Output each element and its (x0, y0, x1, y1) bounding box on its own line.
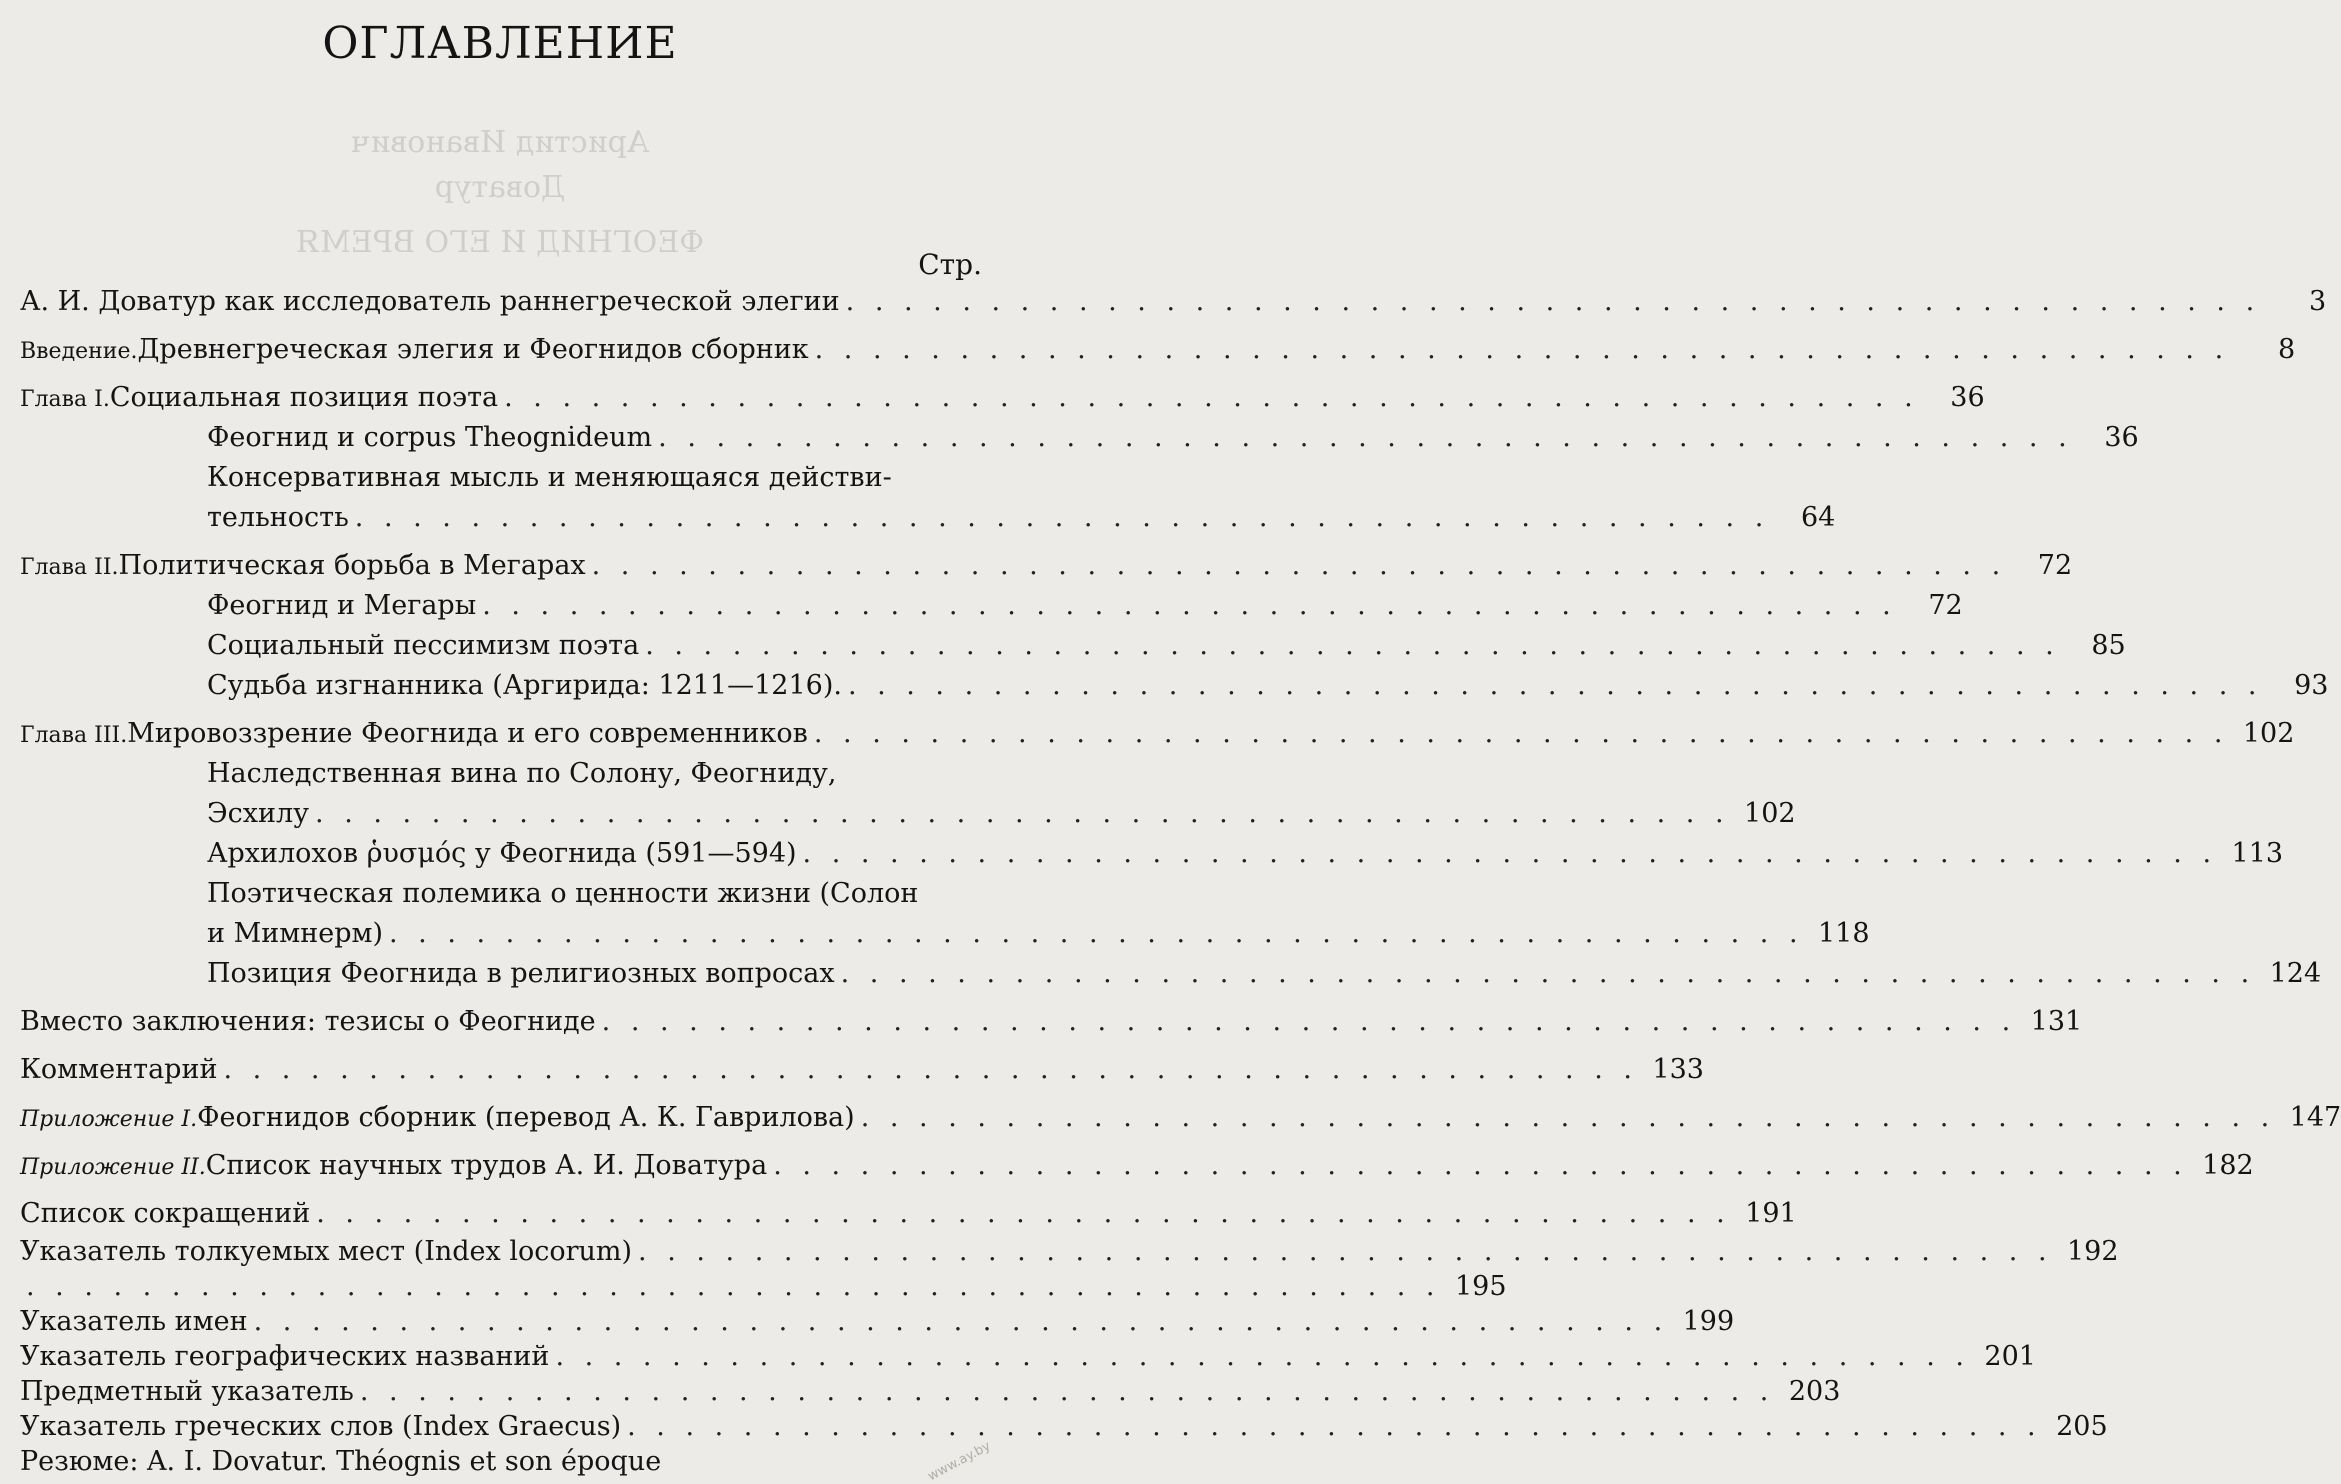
toc-entry-page: 36 (2104, 422, 2139, 453)
page-title: ОГЛАВЛЕНИЕ (322, 18, 678, 69)
toc-entry-title: тельность (207, 502, 349, 533)
dot-leader (223, 1050, 1638, 1090)
toc-entry (20, 1374, 1841, 1409)
toc-entry-title: Указатель географических названий (20, 1341, 550, 1372)
toc-entry-title: Предметный указатель (20, 1376, 354, 1407)
toc-entry-label: Глава I. (20, 387, 110, 412)
bleed-through-text: Аристид Иванович (350, 125, 650, 160)
toc-entry-label: Приложение I. (20, 1107, 198, 1132)
toc-entry-title: Вместо заключения: тезисы о Феогниде (20, 1006, 596, 1037)
toc-entry-page: 147 (2289, 1102, 2341, 1133)
dot-leader (315, 794, 1730, 834)
toc-entry-page: 113 (2231, 838, 2284, 869)
toc-entry-title: Указатель греческих слов (Index Graecus) (20, 1411, 622, 1442)
toc-entry-page: 3 (2308, 286, 2327, 317)
toc-entry-title: Позиция Феогнида в религиозных вопросах (207, 958, 835, 989)
toc-entry (20, 1050, 1704, 1090)
toc-entry-page: 131 (2030, 1006, 2083, 1037)
dot-leader (355, 498, 1770, 538)
dot-leader (254, 1304, 1669, 1339)
toc-entry (20, 282, 2327, 322)
toc-entry-page: 72 (2037, 550, 2073, 581)
toc-entry (20, 418, 2139, 458)
toc-entry-title: Поэтическая полемика о ценности жизни (Солон (207, 878, 919, 909)
toc-entry-page: 36 (1950, 382, 1985, 413)
dot-leader (814, 714, 2229, 754)
toc-entry-page: 85 (2091, 630, 2126, 661)
toc-entry (20, 1409, 2108, 1444)
toc-entry (20, 1098, 2341, 1138)
dot-leader (389, 914, 1804, 954)
toc-entry-title: А. И. Доватур как исследователь раннегреческой элегии (20, 286, 840, 317)
toc-entry-title: Консервативная мысль и меняющаяся действи- (207, 462, 892, 493)
toc-entry-title: Резюме: A. I. Dovatur. Théognis et son époque (20, 1446, 662, 1477)
toc-entry (20, 1194, 1797, 1234)
toc-entry-page: 93 (2294, 670, 2329, 701)
toc-entry (20, 1234, 2119, 1269)
toc-entry-page: 182 (2202, 1150, 2254, 1181)
toc-entry-title: и Мимнерм) (207, 918, 384, 949)
toc-entry-title: Мировоззрение Феогнида и его современников (127, 718, 808, 749)
toc-entry-title: Наследственная вина по Солону, Феогниду, (207, 758, 837, 789)
toc-entry-page: 118 (1817, 918, 1870, 949)
toc-entry-title: Древнегреческая элегия и Феогнидов сборник (137, 334, 809, 365)
toc-entry (20, 874, 985, 914)
bleed-through-text: Доватур (434, 170, 566, 205)
toc-entry (20, 754, 985, 794)
toc-entry (20, 378, 1985, 418)
toc-entry (20, 914, 1870, 954)
toc-entry-page: 203 (1788, 1376, 1841, 1407)
toc-entry-title: Феогнид и Мегары (207, 590, 477, 621)
dot-leader (504, 378, 1919, 418)
toc-entry (20, 1304, 1735, 1339)
toc-entry-page: 205 (2056, 1411, 2108, 1442)
toc-entry (20, 586, 1963, 626)
dot-leader (658, 418, 2073, 458)
toc-entry-title: Политическая борьба в Мегарах (118, 550, 586, 581)
toc-entry-page: 192 (2067, 1236, 2119, 1267)
dot-leader (815, 330, 2230, 370)
toc-entry-page: 102 (1744, 798, 1796, 829)
bleed-through-text: ФЕОГНИД И ЕГО ВРЕМЯ (295, 225, 705, 260)
toc-entry-page: 102 (2242, 718, 2295, 749)
dot-leader (803, 834, 2218, 874)
toc-entry-page: 201 (1984, 1341, 2036, 1372)
toc-entry-title: Указатель имен (20, 1306, 248, 1337)
toc-entry-title: Комментарий (20, 1054, 218, 1085)
dot-leader (773, 1146, 2188, 1186)
toc-entry-label: Введение. (20, 339, 138, 364)
toc-entry (20, 330, 2296, 370)
toc-entry-page: 199 (1682, 1306, 1735, 1337)
dot-leader (846, 282, 2261, 322)
watermark: www.ay.by (925, 1438, 994, 1484)
toc-entry (20, 1146, 2254, 1186)
dot-leader (861, 1098, 2276, 1138)
dot-leader (627, 1409, 2042, 1444)
toc-entry-title: Судьба изгнанника (Аргирида: 1211—1216). (207, 670, 842, 701)
toc-entry-title: Социальный пессимизм поэта (207, 630, 640, 661)
dot-leader (26, 1269, 1441, 1304)
dot-leader (316, 1194, 1731, 1234)
dot-leader (841, 954, 2256, 994)
dot-leader (482, 586, 1897, 626)
toc-entry-title: Список сокращений (20, 1198, 311, 1229)
toc-entry (20, 714, 2295, 754)
toc-entry (20, 626, 2126, 666)
toc-entry (20, 546, 2073, 586)
toc-entry (20, 1002, 2083, 1042)
dot-leader (848, 666, 2263, 706)
dot-leader (602, 1002, 2017, 1042)
toc-entry (20, 498, 1836, 538)
dot-leader (645, 626, 2060, 666)
toc-entry-title: Эсхилу (207, 798, 310, 829)
toc-entry-page: 72 (1928, 590, 1963, 621)
toc-entry-title: Архилохов ῥυσμός у Феогнида (591—594) (207, 838, 797, 869)
dot-leader (592, 546, 2007, 586)
dot-leader (638, 1234, 2053, 1269)
dot-leader (555, 1339, 1970, 1374)
toc-entry-title: Феогнид и corpus Theognideum (207, 422, 653, 453)
toc-entry (20, 834, 2284, 874)
table-of-contents (20, 282, 2341, 1479)
toc-entry (20, 794, 1796, 834)
toc-entry-title: Список научных трудов А. И. Доватура (205, 1150, 768, 1181)
toc-entry-page: 8 (2277, 334, 2296, 365)
toc-entry-title: Указатель толкуемых мест (Index locorum) (20, 1236, 633, 1267)
toc-entry-label: Приложение II. (20, 1155, 206, 1180)
dot-leader (360, 1374, 1775, 1409)
toc-entry-title: Феогнидов сборник (перевод А. К. Гаврилова) (197, 1102, 855, 1133)
toc-entry (20, 1444, 985, 1479)
toc-entry-label: Глава II. (20, 555, 119, 580)
toc-entry-page: 64 (1800, 502, 1836, 533)
toc-entry (20, 666, 2329, 706)
toc-entry (20, 1269, 1507, 1304)
toc-entry (20, 458, 985, 498)
toc-entry-page: 124 (2269, 958, 2322, 989)
toc-entry-page: 195 (1454, 1271, 1507, 1302)
toc-entry-page: 191 (1745, 1198, 1797, 1229)
toc-entry-page: 133 (1652, 1054, 1704, 1085)
toc-entry (20, 1339, 2036, 1374)
page-column-header: Стр. (918, 248, 982, 281)
toc-entry-label: Глава III. (20, 723, 128, 748)
toc-entry-title: Социальная позиция поэта (109, 382, 499, 413)
toc-entry (20, 954, 2322, 994)
